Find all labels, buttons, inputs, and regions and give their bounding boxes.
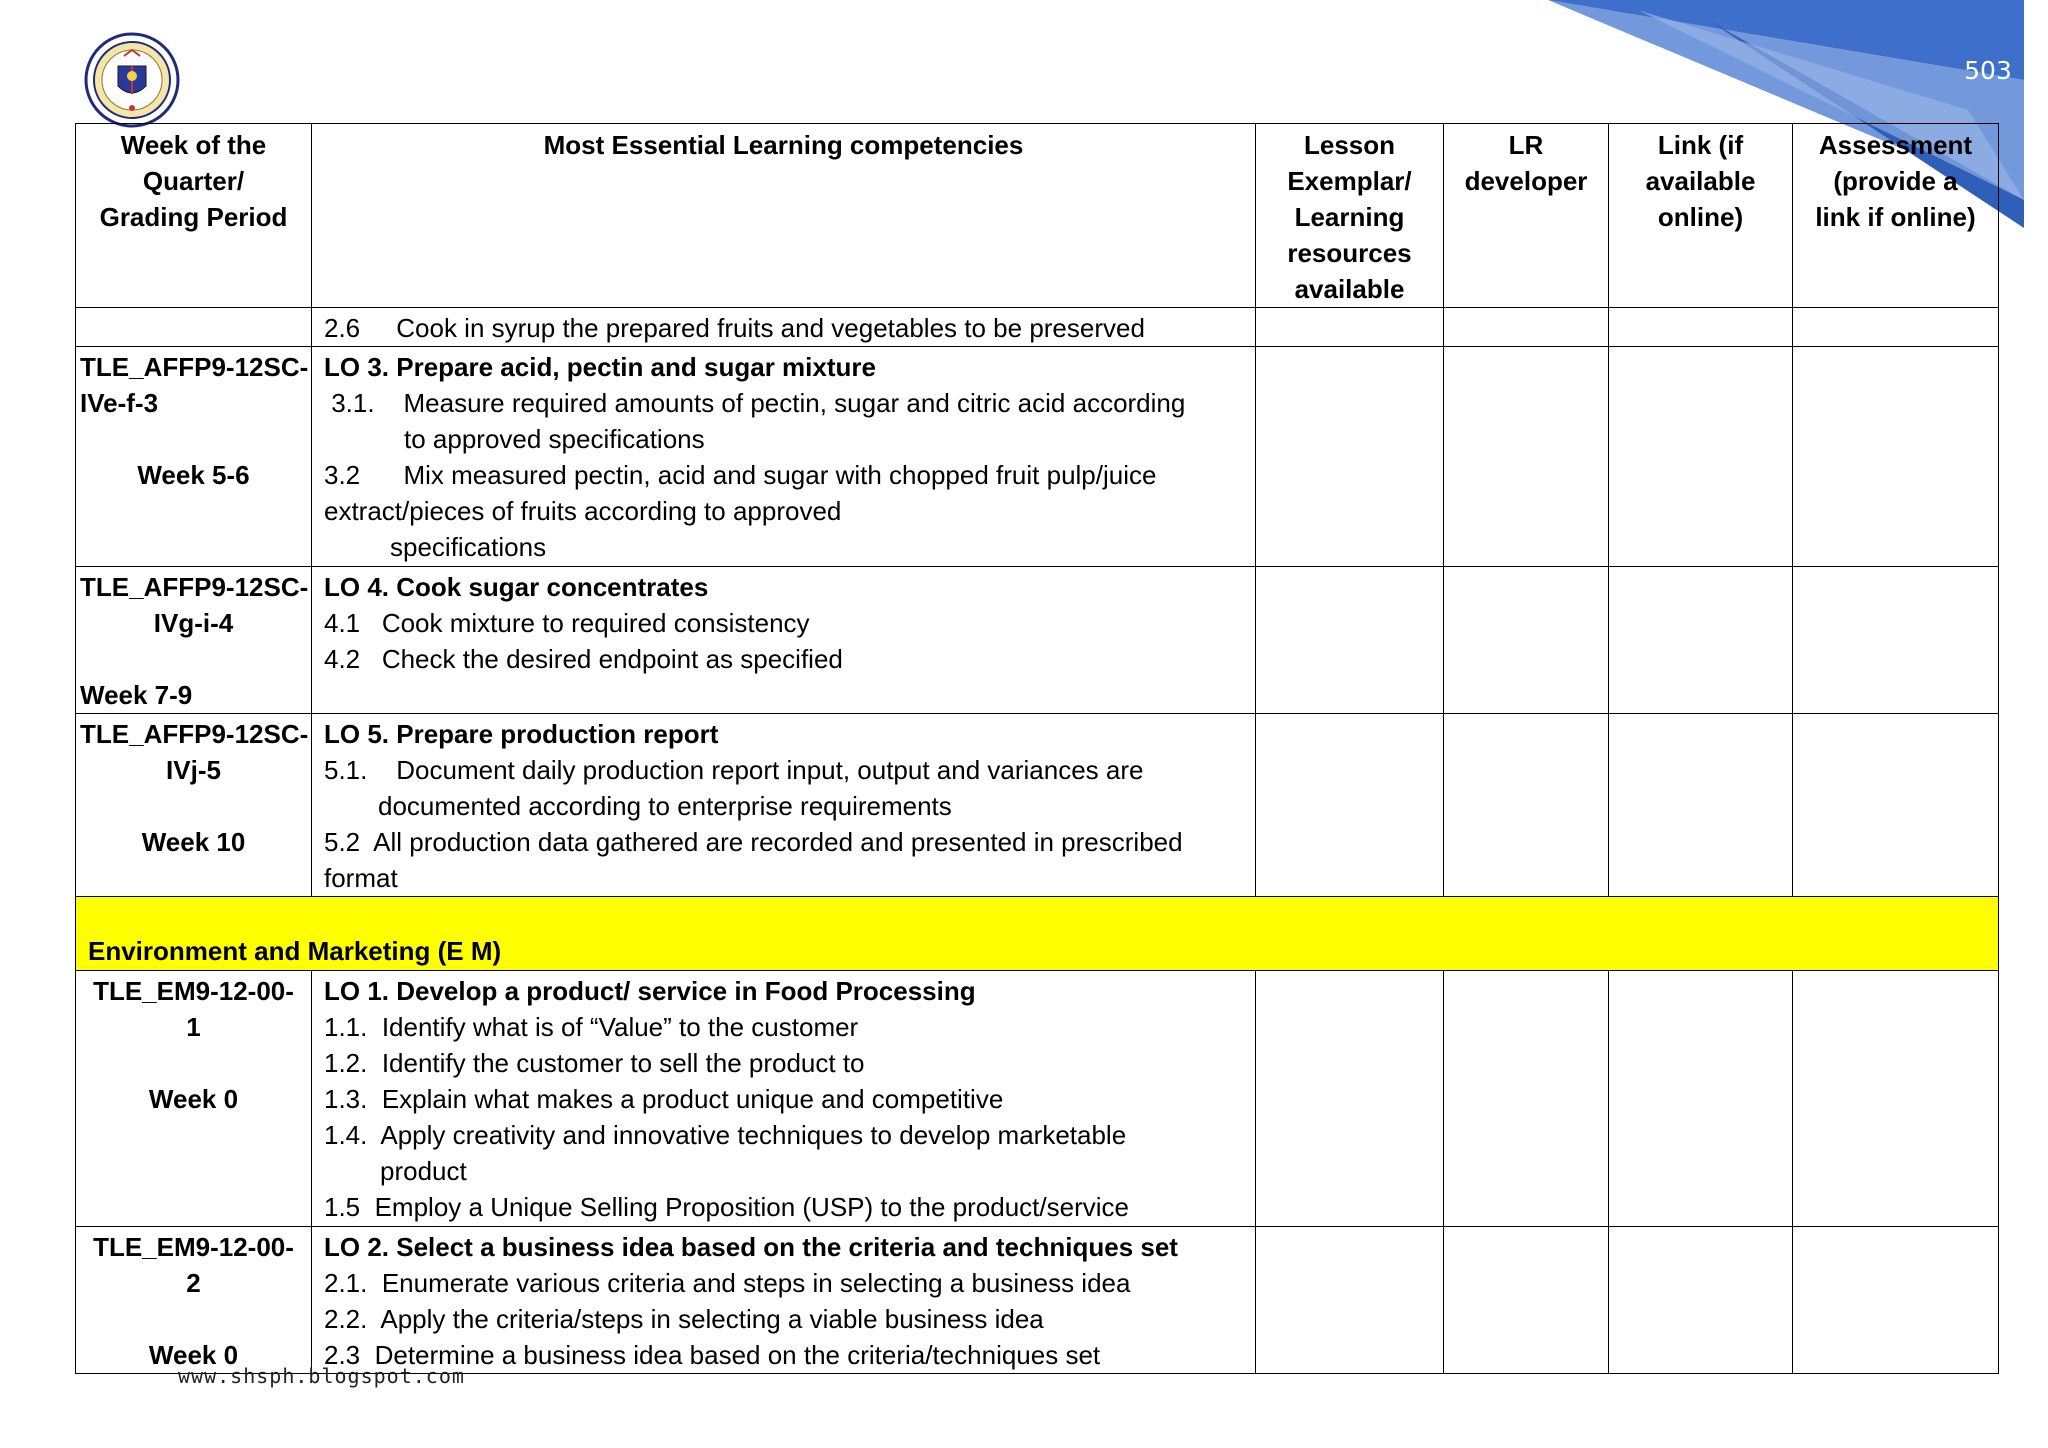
competency-cell	[312, 567, 1256, 714]
section-row	[76, 897, 1999, 971]
lr-developer-cell	[1444, 714, 1609, 897]
assessment-cell	[1793, 971, 1999, 1227]
week-cell	[76, 714, 312, 897]
header-line: LR	[1508, 130, 1544, 160]
header-line: Exemplar/	[1287, 166, 1412, 196]
footer-url: www.shsph.blogspot.com	[178, 1364, 465, 1388]
competency-line: 1.1. Identify what is of “Value” to the customer	[324, 1012, 859, 1042]
competency-line: 2.6 Cook in syrup the prepared fruits and vegetables to be preserved	[324, 313, 1145, 343]
week-cell	[76, 971, 312, 1227]
week-line: Week 0	[148, 1340, 239, 1370]
lr-developer-cell	[1444, 1227, 1609, 1374]
week-cell	[76, 347, 312, 567]
header-line: resources	[1287, 238, 1412, 268]
header-line: available	[1645, 166, 1756, 196]
link-cell	[1609, 308, 1793, 347]
link-cell	[1609, 714, 1793, 897]
week-line: TLE_AFFP9-12SC-	[80, 719, 309, 749]
lesson-exemplar-cell	[1256, 1227, 1444, 1374]
header-line: Lesson	[1303, 130, 1396, 160]
lr-developer-cell	[1444, 971, 1609, 1227]
competency-line: 4.2 Check the desired endpoint as specified	[324, 644, 843, 674]
week-cell	[76, 1227, 312, 1374]
competency-line: format	[324, 863, 398, 893]
header-line: Week of the	[120, 130, 267, 160]
week-line	[80, 1045, 307, 1081]
competency-line: to approved specifications	[404, 424, 705, 454]
competency-line: extract/pieces of fruits according to approved	[324, 496, 842, 526]
header-line: Grading Period	[99, 202, 288, 232]
lesson-exemplar-cell	[1256, 347, 1444, 567]
lr-developer-cell	[1444, 347, 1609, 567]
competency-cell	[312, 347, 1256, 567]
week-line: TLE_EM9-12-00-	[93, 1232, 294, 1262]
competency-cell	[312, 308, 1256, 347]
table-row	[76, 347, 1999, 567]
header-line: link if online)	[1815, 202, 1976, 232]
week-line: TLE_AFFP9-12SC-	[80, 572, 309, 602]
link-cell	[1609, 971, 1793, 1227]
week-line: IVe-f-3	[80, 388, 159, 418]
week-line: Week 0	[148, 1084, 239, 1114]
link-cell	[1609, 567, 1793, 714]
table-row	[76, 1227, 1999, 1374]
assessment-cell	[1793, 714, 1999, 897]
competency-line: 1.5 Employ a Unique Selling Proposition (USP) to the product/service	[324, 1192, 1129, 1222]
competency-line: documented according to enterprise requirements	[378, 791, 952, 821]
competency-line: 1.4. Apply creativity and innovative techniques to develop marketable	[324, 1120, 1127, 1150]
learning-outcome-title: LO 4. Cook sugar concentrates	[324, 572, 709, 602]
competency-cell	[312, 1227, 1256, 1374]
week-line	[80, 641, 307, 677]
lesson-exemplar-cell	[1256, 971, 1444, 1227]
week-line: TLE_AFFP9-12SC-	[80, 352, 309, 382]
assessment-cell	[1793, 567, 1999, 714]
competency-line: 1.2. Identify the customer to sell the product to	[324, 1048, 865, 1078]
lesson-exemplar-cell	[1256, 567, 1444, 714]
competency-line: 2.2. Apply the criteria/steps in selecting a viable business idea	[324, 1304, 1044, 1334]
competency-cell	[312, 714, 1256, 897]
lr-developer-cell	[1444, 308, 1609, 347]
header-line: Quarter/	[142, 166, 245, 196]
competency-line: 3.2 Mix measured pectin, acid and sugar with chopped fruit pulp/juice	[324, 460, 1157, 490]
competency-line: 5.1. Document daily production report input, output and variances are	[324, 755, 1144, 785]
learning-outcome-title: LO 3. Prepare acid, pectin and sugar mixture	[324, 352, 876, 382]
header-line: Assessment	[1818, 130, 1973, 160]
header-lesson-exemplar	[1256, 124, 1444, 308]
header-link	[1609, 124, 1793, 308]
week-line: 1	[186, 1012, 201, 1042]
assessment-cell	[1793, 347, 1999, 567]
week-cell	[76, 567, 312, 714]
lesson-exemplar-cell	[1256, 308, 1444, 347]
header-mel	[312, 124, 1256, 308]
assessment-cell	[1793, 308, 1999, 347]
week-line	[80, 788, 307, 824]
week-line	[80, 1301, 307, 1337]
table-row	[76, 308, 1999, 347]
lesson-exemplar-cell	[1256, 714, 1444, 897]
week-cell	[76, 308, 312, 347]
competency-line: product	[380, 1156, 467, 1186]
competency-line: 1.3. Explain what makes a product unique and competitive	[324, 1084, 1004, 1114]
week-line: TLE_EM9-12-00-	[93, 976, 294, 1006]
header-line: Most Essential Learning competencies	[543, 130, 1024, 160]
section-label: Environment and Marketing (E M)	[76, 897, 1999, 971]
competency-line: 2.1. Enumerate various criteria and steps in selecting a business idea	[324, 1268, 1131, 1298]
competency-line: 5.2 All production data gathered are recorded and presented in prescribed	[324, 827, 1183, 857]
link-cell	[1609, 347, 1793, 567]
link-cell	[1609, 1227, 1793, 1374]
table-row	[76, 971, 1999, 1227]
table-row	[76, 714, 1999, 897]
header-week	[76, 124, 312, 308]
assessment-cell	[1793, 1227, 1999, 1374]
week-line: Week 7-9	[80, 680, 193, 710]
header-assessment	[1793, 124, 1999, 308]
week-line: IVg-i-4	[153, 608, 234, 638]
week-line: Week 5-6	[137, 460, 250, 490]
week-line: IVj-5	[166, 755, 221, 785]
mel-table	[75, 123, 1999, 1374]
header-row	[76, 124, 1999, 308]
lr-developer-cell	[1444, 567, 1609, 714]
competency-line: 2.3 Determine a business idea based on the criteria/techniques set	[324, 1340, 1101, 1370]
competency-line: 3.1. Measure required amounts of pectin, sugar and citric acid according	[324, 388, 1186, 418]
learning-outcome-title: LO 2. Select a business idea based on the criteria and techniques set	[324, 1232, 1178, 1262]
competency-line: 4.1 Cook mixture to required consistency	[324, 608, 810, 638]
header-line: (provide a	[1833, 166, 1958, 196]
deped-seal-logo	[84, 32, 180, 128]
header-line: online)	[1657, 202, 1744, 232]
week-line	[80, 421, 307, 457]
week-line: Week 10	[141, 827, 246, 857]
week-line: 2	[186, 1268, 201, 1298]
learning-outcome-title: LO 1. Develop a product/ service in Food Processing	[324, 976, 976, 1006]
header-line: Learning	[1294, 202, 1405, 232]
page-number: 503	[1964, 56, 2012, 85]
header-line: Link (if	[1657, 130, 1744, 160]
table-row	[76, 567, 1999, 714]
learning-outcome-title: LO 5. Prepare production report	[324, 719, 719, 749]
header-lr-developer	[1444, 124, 1609, 308]
competency-line: specifications	[390, 532, 547, 562]
header-line: available	[1294, 274, 1405, 304]
competency-cell	[312, 971, 1256, 1227]
header-line: developer	[1464, 166, 1588, 196]
